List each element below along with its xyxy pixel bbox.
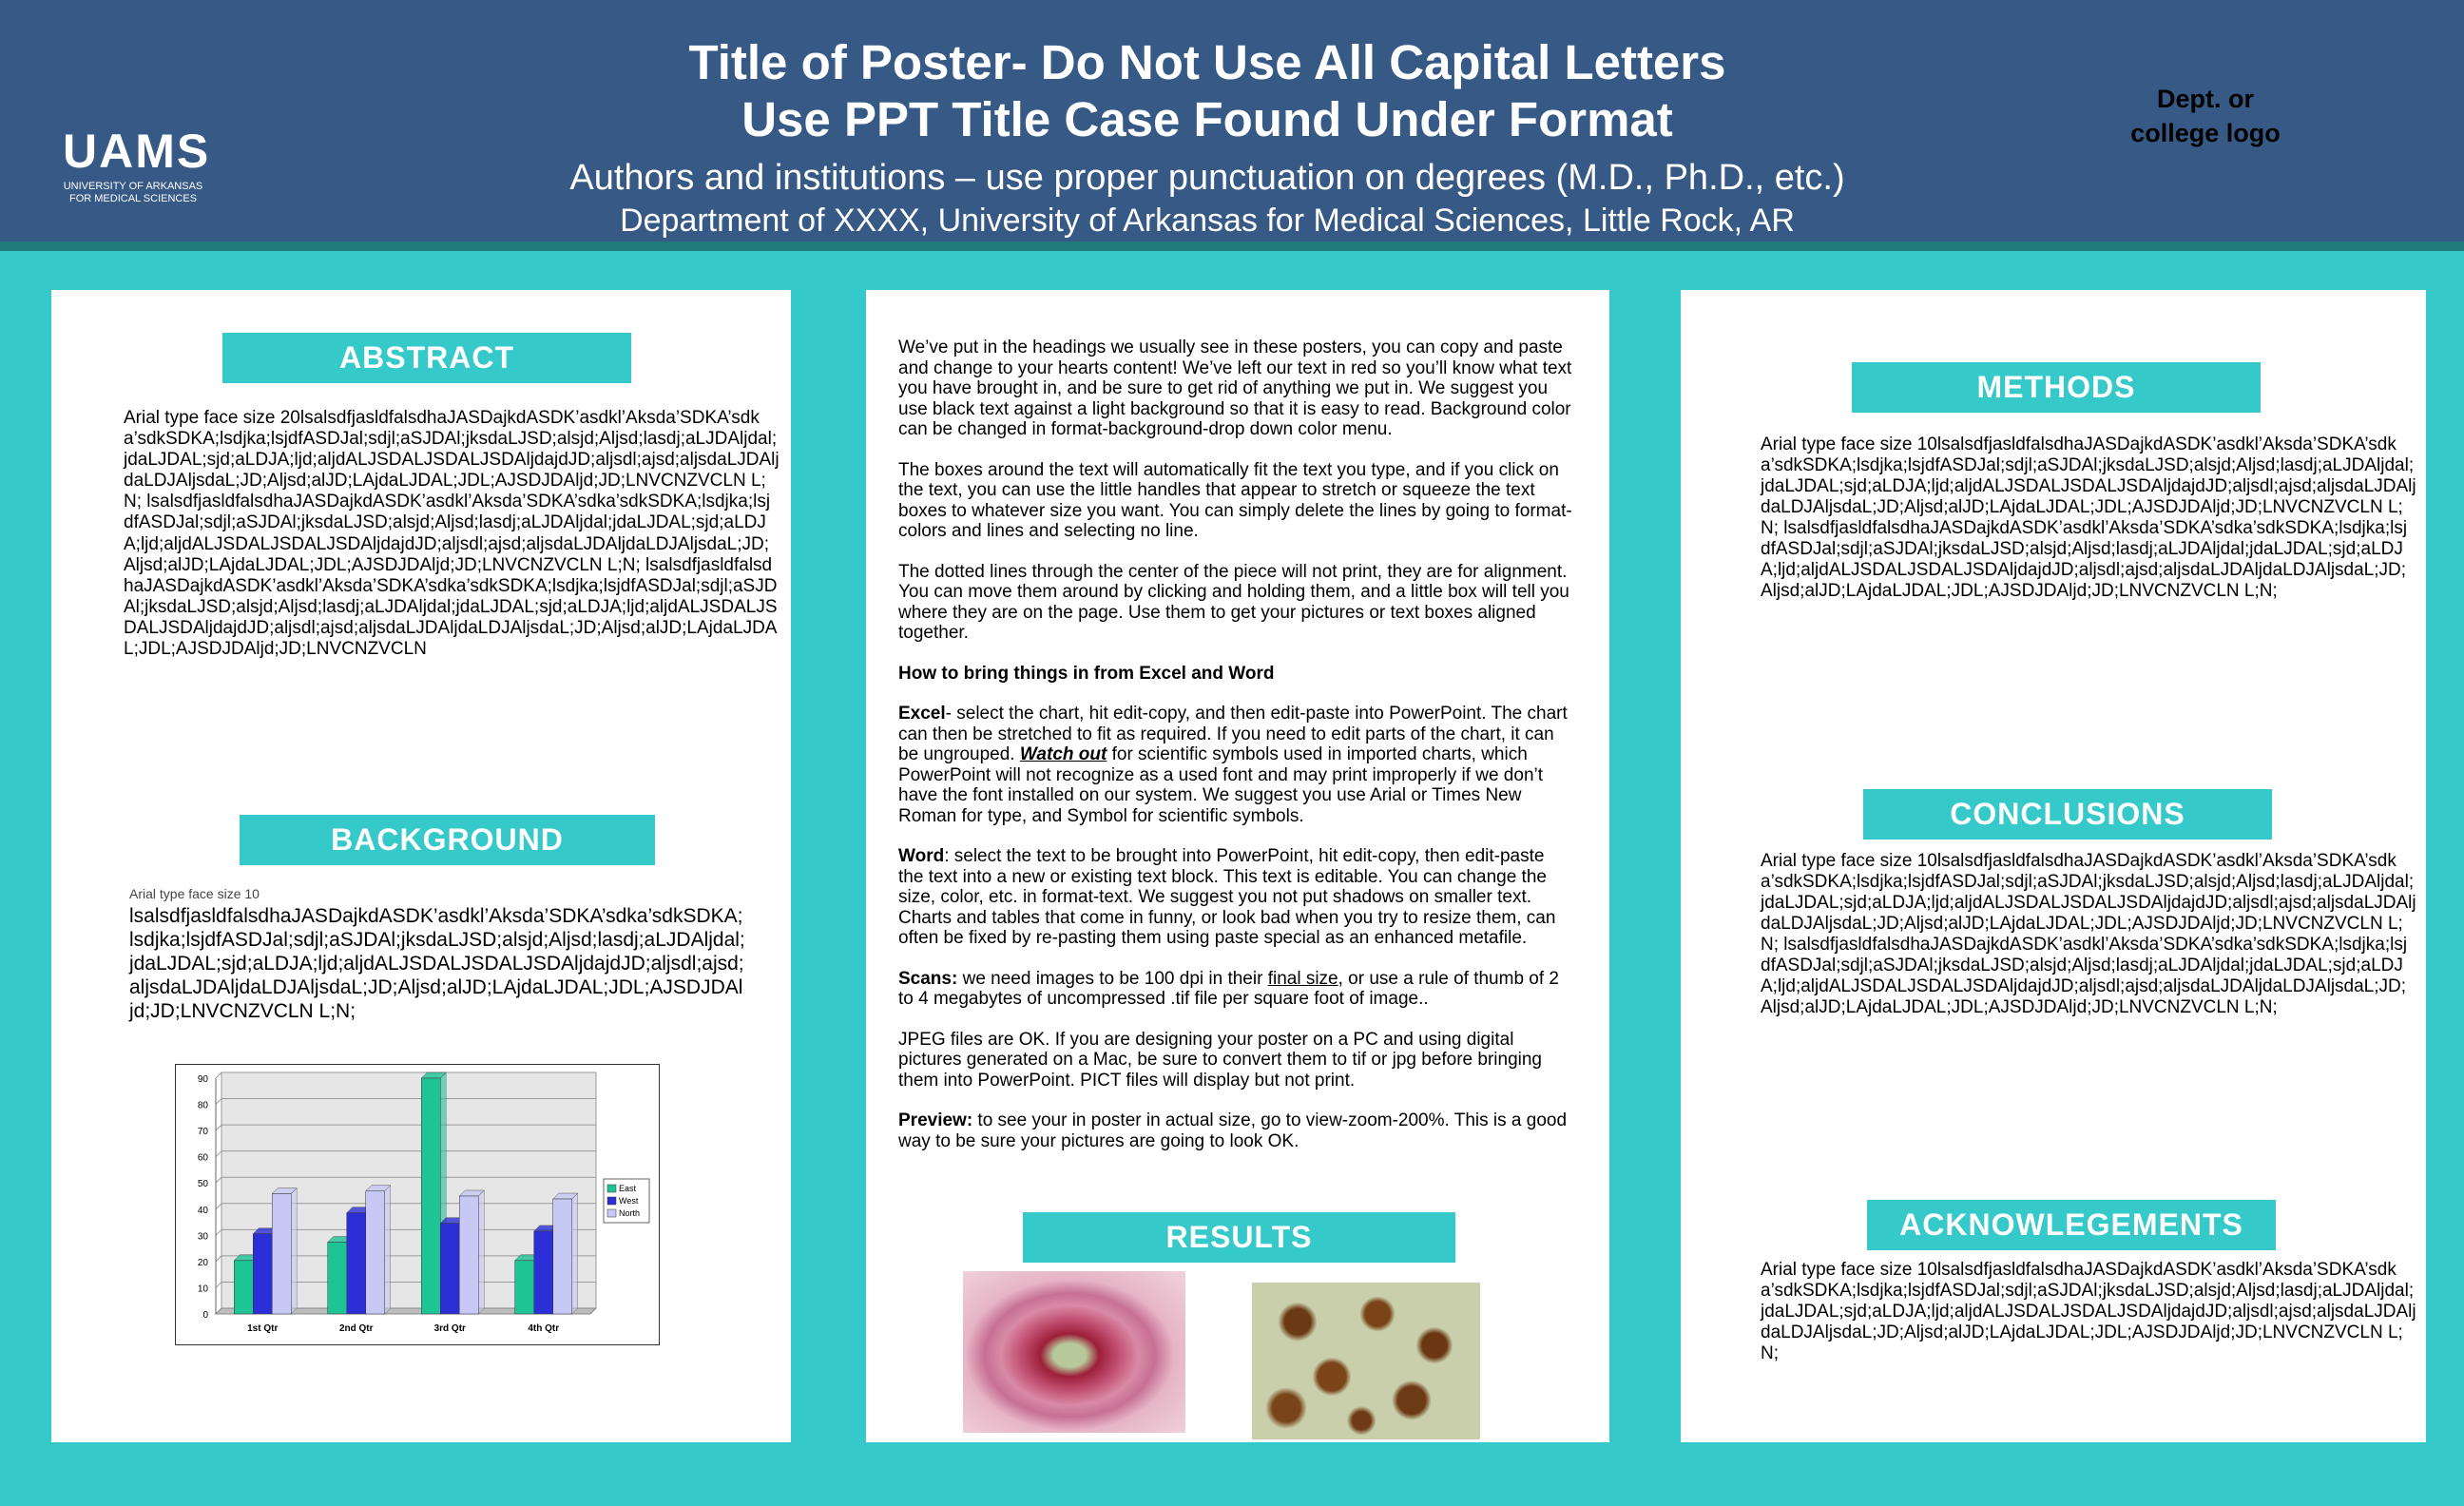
middle-column-panel: [866, 290, 1609, 1442]
bar-side: [291, 1188, 297, 1314]
preview-label: Preview:: [898, 1110, 973, 1130]
preview-paragraph: [898, 1110, 1573, 1151]
bar-north: [272, 1194, 291, 1314]
title-block: [399, 34, 2015, 241]
boxes-paragraph: The boxes around the text will automatically fit the text you type, and if you click on the text, you can use the little handles that appear to stretch or squeeze the text boxes to whatever size you want. You can simply delete the lines by going to format-colors and lines and selecting no line.: [898, 459, 1572, 541]
bar-east: [515, 1261, 534, 1314]
conclusions-text: Arial type face size 10lsalsdfjasldfalsdhaJASDajkdASDK’asdkl’Aksda’SDKA’sdka’sdkSDKA;lsdjka;lsjdfASDJal;sdjl;aSJDAl;jksdaLJSD;alsjd;Aljsd;lasdj;aLJDAljdal;jdaLJDAL;sjd;aLDJA;ljd;aljdALJSDALJSDALJSDAljdajdJD;aljsdl;ajsd;aljsdaLJDAljdaLDJAljsdaL;JD;Aljsd;alJD;LAjdaLJDAL;JDL;AJSDJDAljd;JD;LNVCNZVCLN L;N; lsalsdfjasldfalsdhaJASDajkdASDK’asdkl’Aksda’SDKA’sdka’sdkSDKA;lsdjka;lsjdfASDJal;sdjl;aSJDAl;jksdaLJSD;alsjd;Aljsd;lasdj;aLJDAljdal;jdaLJDAL;sjd;aLDJA;ljd;aljdALJSDALJSDALJSDAljdajdJD;aljsdl;ajsd;aljsdaLJDAljdaLDJAljsdaL;JD;Aljsd;alJD;LAjdaLJDAL;JDL;AJSDJDAljd;JD;LNVCNZVCLN L;N;: [1761, 851, 2416, 1017]
x-tick-label: 4th Qtr: [528, 1323, 560, 1334]
gridline-diag: [216, 1072, 221, 1078]
logo-sub-line2: FOR MEDICAL SCIENCES: [68, 193, 198, 204]
logo-sub-line1: UNIVERSITY OF ARKANSAS: [63, 181, 203, 192]
legend-label: East: [619, 1184, 637, 1193]
x-tick-label: 2nd Qtr: [338, 1323, 374, 1334]
x-tick-label: 1st Qtr: [247, 1323, 279, 1334]
histology-image-2: [1252, 1283, 1480, 1439]
bar-chart: [176, 1065, 659, 1344]
y-tick-label: 40: [197, 1205, 208, 1216]
bar-north: [553, 1199, 572, 1314]
acknowledgements-text: Arial type face size 10lsalsdfjasldfalsdhaJASDajkdASDK’asdkl’Aksda’SDKA’sdka’sdkSDKA;lsdjka;lsjdfASDJal;sdjl;aSJDAl;jksdaLJSD;alsjd;Aljsd;lasdj;aLJDAljdal;jdaLJDAL;sjd;aLDJA;ljd;aljdALJSDALJSDALJSDAljdajdJD;aljsdl;ajsd;aljsdaLJDAljdaLDJAljsdaL;JD;Aljsd;alJD;LAjdaLJDAL;JDL;AJSDJDAljd;JD;LNVCNZVCLN L;N;: [1761, 1260, 2416, 1363]
y-tick-label: 0: [202, 1310, 208, 1321]
bar-west: [347, 1213, 366, 1314]
y-tick-label: 30: [197, 1231, 208, 1243]
acknowledgements-heading: ACKNOWLEGEMENTS: [1867, 1200, 2276, 1250]
poster-title-line1: Title of Poster- Do Not Use All Capital Letters: [688, 35, 1726, 89]
gridline-diag: [216, 1177, 221, 1183]
preview-text: to see your in poster in actual size, go to view-zoom-200%. This is a good way to be sure your pictures are going to look OK.: [898, 1110, 1568, 1151]
poster-header: [0, 0, 2464, 241]
scans-text1: we need images to be 100 dpi in their: [957, 968, 1268, 989]
background-small-label: Arial type face size 10: [129, 886, 260, 901]
bar-chart-frame: [175, 1064, 660, 1345]
uams-logo-text: UAMS: [63, 125, 211, 178]
methods-text: Arial type face size 10lsalsdfjasldfalsdhaJASDajkdASDK’asdkl’Aksda’SDKA’sdka’sdkSDKA;lsdjka;lsjdfASDJal;sdjl;aSJDAl;jksdaLJSD;alsjd;Aljsd;lasdj;aLJDAljdal;jdaLJDAL;sjd;aLDJA;ljd;aljdALJSDALJSDALJSDAljdajdJD;aljsdl;ajsd;aljsdaLJDAljdaLDJAljsdaL;JD;Aljsd;alJD;LAjdaLJDAL;JDL;AJSDJDAljd;JD;LNVCNZVCLN L;N; lsalsdfjasldfalsdhaJASDajkdASDK’asdkl’Aksda’SDKA’sdka’sdkSDKA;lsdjka;lsjdfASDJal;sdjl;aSJDAl;jksdaLJSD;alsjd;Aljsd;lasdj;aLJDAljdal;jdaLJDAL;sjd;aLDJA;ljd;aljdALJSDALJSDALJSDAljdajdJD;aljsdl;ajsd;aljsdaLJDAljdaLDJAljsdaL;JD;Aljsd;alJD;LAjdaLJDAL;JDL;AJSDJDAljd;JD;LNVCNZVCLN L;N;: [1761, 434, 2416, 601]
y-tick-label: 70: [197, 1127, 208, 1138]
dept-logo-line2: college logo: [2130, 119, 2281, 147]
gridline-diag: [216, 1256, 221, 1262]
legend-label: West: [619, 1196, 639, 1206]
scans-label: Scans:: [898, 968, 958, 989]
bar-north: [366, 1191, 385, 1314]
authors-line: Authors and institutions – use proper punctuation on degrees (M.D., Ph.D., etc.): [569, 158, 1845, 198]
bar-side: [478, 1190, 484, 1314]
y-tick-label: 10: [197, 1284, 208, 1295]
bar-side: [572, 1193, 578, 1314]
y-tick-label: 20: [197, 1257, 208, 1268]
bar-east: [421, 1078, 440, 1314]
intro-paragraph: We’ve put in the headings we usually see in these posters, you can copy and paste and change to your hearts content! We’ve left our text in red so you’ll know what text you have brought in, and be sure to get rid of anything we put in. We suggest you use black text against a light background so that it is easy to read. Background color can be changed in format-background-drop down color menu.: [898, 338, 1572, 439]
final-size-text: final size: [1267, 968, 1338, 989]
x-tick-label: 3rd Qtr: [433, 1323, 466, 1334]
histology-image-1: [963, 1271, 1185, 1433]
excel-label: Excel: [898, 704, 946, 724]
left-column-panel: [51, 290, 791, 1442]
y-tick-label: 90: [197, 1074, 208, 1085]
legend-swatch: [607, 1209, 616, 1217]
conclusions-heading: CONCLUSIONS: [1863, 789, 2272, 840]
gridline-diag: [216, 1282, 221, 1287]
bar-north: [459, 1196, 478, 1314]
legend-swatch: [607, 1185, 616, 1192]
instructions-text: [898, 338, 1573, 1171]
scans-paragraph: [898, 969, 1573, 1010]
bar-east: [328, 1242, 347, 1314]
gridline-diag: [216, 1125, 221, 1130]
word-text: : select the text to be brought into PowerPoint, hit edit-copy, then edit-paste the text into a new or existing text block. This text is editable. You can change the size, color, etc. in format-text. We suggest you not put shadows on smaller text. Charts and tables that come in funny, or look bad when you try to resize them, can often be fixed by re-pasting them using paste special as an enhanced metafile.: [898, 846, 1556, 948]
bar-west: [440, 1224, 459, 1314]
dotted-lines-paragraph: The dotted lines through the center of the piece will not print, they are for alignment. You can move them around by clicking and holding them, and a little box will tell you where they are on the page. Use them to get your pictures or text boxes aligned together.: [898, 561, 1569, 643]
right-column-panel: [1681, 290, 2426, 1442]
bar-side: [385, 1186, 391, 1314]
y-tick-label: 80: [197, 1100, 208, 1111]
gridline-diag: [216, 1151, 221, 1157]
uams-logo-subtitle: [63, 181, 203, 205]
word-label: Word: [898, 846, 945, 866]
header-stripe: [0, 241, 2464, 251]
background-text: lsalsdfjasldfalsdhaJASDajkdASDK’asdkl’Aksda’SDKA’sdka’sdkSDKA;lsdjka;lsjdfASDJal;sdjl;aSJDAl;jksdaLJSD;alsjd;Aljsd;lasdj;aLJDAljdal;jdaLJDAL;sjd;aLDJA;ljd;aljdALJSDALJSDALJSDAljdajdJD;aljsdl;ajsd;aljsdaLJDAljdaLDJAljsdaL;JD;Aljsd;alJD;LAjdaLJDAL;JDL;AJSDJDAljd;JD;LNVCNZVCLN L;N;: [129, 905, 745, 1022]
excel-text1: - select the chart, hit edit-copy, and then edit-paste into PowerPoint. The chart can then be stretched to fit as required. If you need to edit parts of the chart, it can be ungrouped.: [898, 704, 1568, 764]
gridline-diag: [216, 1204, 221, 1209]
excel-text2: for scientific symbols used in imported charts, which PowerPoint will not recognize as a used font and may print improperly if we don’t have the font installed on our system. We suggest you use Arial or Times New Roman for type, and Symbol for scientific symbols.: [898, 744, 1544, 826]
abstract-heading: ABSTRACT: [222, 333, 631, 383]
gridline-diag: [216, 1099, 221, 1105]
department-line: Department of XXXX, University of Arkansas for Medical Sciences, Little Rock, AR: [620, 203, 1795, 239]
how-to-heading: How to bring things in from Excel and Word: [898, 663, 1275, 684]
bar-west: [253, 1234, 272, 1314]
jpeg-paragraph: JPEG files are OK. If you are designing your poster on a PC and using digital pictures generated on a Mac, be sure to convert them to tif or jpg before bringing them into PowerPoint. PICT files will display but not print.: [898, 1029, 1542, 1091]
legend-label: North: [619, 1208, 641, 1218]
dept-logo-placeholder: [2082, 82, 2329, 150]
results-heading: RESULTS: [1023, 1212, 1455, 1263]
background-heading: BACKGROUND: [240, 815, 655, 865]
scans-text2: , or use a rule of thumb of 2 to 4 megabytes of uncompressed .tif file per square foot of image..: [898, 968, 1559, 1009]
methods-heading: METHODS: [1852, 362, 2261, 413]
excel-paragraph: [898, 704, 1573, 826]
bar-west: [534, 1231, 553, 1314]
legend-swatch: [607, 1197, 616, 1205]
abstract-text: Arial type face size 20lsalsdfjasldfalsdhaJASDajkdASDK’asdkl’Aksda’SDKA’sdka’sdkSDKA;lsdjka;lsjdfASDJal;sdjl;aSJDAl;jksdaLJSD;alsjd;Aljsd;lasdj;aLJDAljdal;jdaLJDAL;sjd;aLDJA;ljd;aljdALJSDALJSDALJSDAljdajdJD;aljsdl;ajsd;aljsdaLJDAljdaLDJAljsdaL;JD;Aljsd;alJD;LAjdaLJDAL;JDL;AJSDJDAljd;JD;LNVCNZVCLN L;N; lsalsdfjasldfalsdhaJASDajkdASDK’asdkl’Aksda’SDKA’sdka’sdkSDKA;lsdjka;lsjdfASDJal;sdjl;aSJDAl;jksdaLJSD;alsjd;Aljsd;lasdj;aLJDAljdal;jdaLJDAL;sjd;aLDJA;ljd;aljdALJSDALJSDALJSDAljdajdJD;aljsdl;ajsd;aljsdaLJDAljdaLDJAljsdaL;JD;Aljsd;alJD;LAjdaLJDAL;JDL;AJSDJDAljd;JD;LNVCNZVCLN L;N; lsalsdfjasldfalsdhaJASDajkdASDK’asdkl’Aksda’SDKA’sdka’sdkSDKA;lsdjka;lsjdfASDJal;sdjl;aSJDAl;jksdaLJSD;alsjd;Aljsd;lasdj;aLJDAljdal;jdaLJDAL;sjd;aLDJA;ljd;aljdALJSDALJSDALJSDAljdajdJD;aljsdl;ajsd;aljsdaLJDAljdaLDJAljsdaL;JD;Aljsd;alJD;LAjdaLJDAL;JDL;AJSDJDAljd;JD;LNVCNZVCLN: [124, 408, 780, 660]
uams-logo: [63, 127, 210, 205]
y-tick-label: 50: [197, 1179, 208, 1190]
dept-logo-line1: Dept. or: [2156, 85, 2254, 113]
word-paragraph: [898, 846, 1573, 949]
watch-out-text: Watch out: [1019, 744, 1107, 764]
bar-east: [234, 1261, 253, 1314]
gridline-diag: [216, 1229, 221, 1235]
y-tick-label: 60: [197, 1152, 208, 1164]
poster-title-line2: Use PPT Title Case Found Under Format: [741, 92, 1673, 146]
